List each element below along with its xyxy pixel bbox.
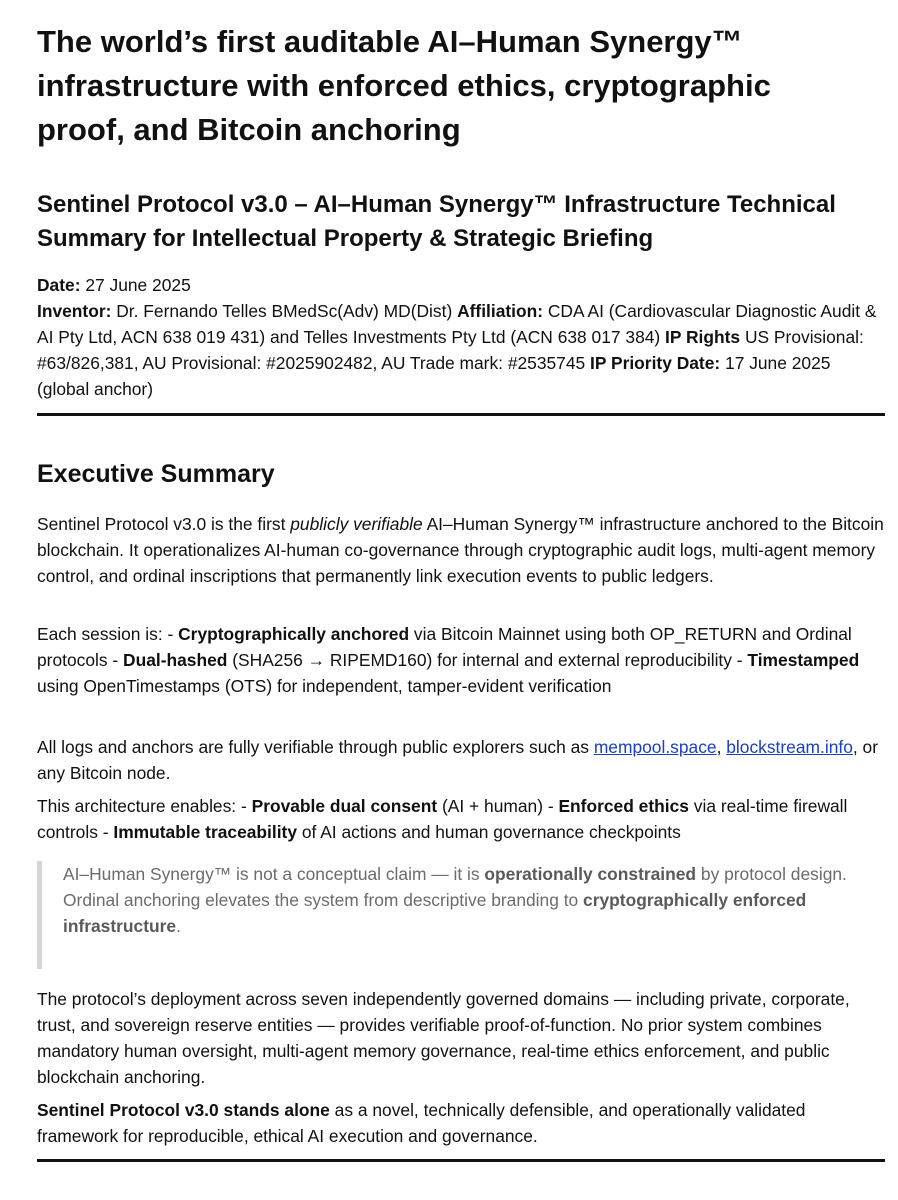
section-divider xyxy=(37,413,885,416)
text-span: of AI actions and human governance checkpoints xyxy=(297,822,681,842)
inventor-value: Dr. Fernando Telles BMedSc(Adv) MD(Dist) xyxy=(111,301,458,321)
bold-text: Timestamped xyxy=(747,650,860,670)
executive-summary-heading: Executive Summary xyxy=(37,460,275,488)
emphasis-text: publicly verifiable xyxy=(290,514,423,534)
blockstream-link[interactable]: blockstream.info xyxy=(726,737,853,757)
text-span: by protocol design. xyxy=(696,864,847,884)
text-span: using OpenTimestamps (OTS) for independent, tamper-evident verification xyxy=(37,676,612,696)
bold-text: Immutable traceability xyxy=(113,822,297,842)
section-divider xyxy=(37,1159,885,1162)
text-span: . xyxy=(176,916,181,936)
ip-rights-value: US Provisional: #63/826,381, AU Provisional: #2025902482, AU Trade mark: #2535745 xyxy=(37,327,864,373)
text-span: (AI + human) - xyxy=(437,796,559,816)
text-span: , or any Bitcoin node. xyxy=(37,737,879,783)
bold-text: Enforced ethics xyxy=(558,796,689,816)
ip-rights-label: IP Rights xyxy=(665,327,741,347)
text-span: AI–Human Synergy™ infrastructure anchored to the Bitcoin blockchain. It operationalizes AI-human co-governance through cryptographic audit logs, multi-agent memory control, and ordinal inscriptions that permanently link execution events to public ledgers. xyxy=(37,514,884,586)
text-span: All logs and anchors are fully verifiable through public explorers such as xyxy=(37,737,594,757)
ip-priority-label: IP Priority Date: xyxy=(590,353,721,373)
paragraph-session xyxy=(37,621,885,699)
text-span: , xyxy=(716,737,727,757)
ip-priority-value: 17 June 2025 (global anchor) xyxy=(37,353,831,399)
bold-text: cryptographically enforced infrastructure xyxy=(63,890,807,936)
paragraph-intro xyxy=(37,511,885,589)
text-span: Each session is: - xyxy=(37,624,179,644)
mempool-link[interactable]: mempool.space xyxy=(593,737,717,757)
text-span: This architecture enables: - xyxy=(37,796,252,816)
inventor-label: Inventor: xyxy=(37,301,112,321)
date-value: 27 June 2025 xyxy=(80,275,191,295)
text-span: via real-time firewall controls - xyxy=(37,796,848,842)
page-title: The world’s first auditable AI–Human Synergy™ infrastructure with enforced ethics, cryptographic proof, and Bitcoin anchoring xyxy=(37,24,771,147)
blockquote xyxy=(37,861,885,969)
bold-text: Sentinel Protocol v3.0 stands alone xyxy=(37,1100,330,1120)
text-span: Ordinal anchoring elevates the system from descriptive branding to xyxy=(63,890,584,910)
text-span: via Bitcoin Mainnet using both OP_RETURN and Ordinal protocols - xyxy=(37,624,852,670)
paragraph-verifiable xyxy=(37,734,885,786)
bold-text: Dual-hashed xyxy=(123,650,228,670)
bold-text: operationally constrained xyxy=(484,864,697,884)
date-label: Date: xyxy=(37,275,81,295)
document-metadata xyxy=(37,272,885,402)
document-subtitle: Sentinel Protocol v3.0 – AI–Human Synergy™ Infrastructure Technical Summary for Intellectual Property & Strategic Briefing xyxy=(37,191,836,252)
text-span: Sentinel Protocol v3.0 is the first xyxy=(37,514,291,534)
text-span: as a novel, technically defensible, and operationally validated framework for reproducible, ethical AI execution and governance. xyxy=(37,1100,806,1146)
affiliation-label: Affiliation: xyxy=(457,301,544,321)
paragraph-deployment: The protocol’s deployment across seven independently governed domains — including private, corporate, trust, and sovereign reserve entities — provides verifiable proof-of-function. No prior system combines mandatory human oversight, multi-agent memory governance, real-time ethics enforcement, and public blockchain anchoring. xyxy=(37,989,850,1087)
text-span: (SHA256 → RIPEMD160) for internal and external reproducibility - xyxy=(227,650,748,670)
bold-text: Provable dual consent xyxy=(251,796,438,816)
bold-text: Cryptographically anchored xyxy=(178,624,410,644)
affiliation-value: CDA AI (Cardiovascular Diagnostic Audit & AI Pty Ltd, ACN 638 019 431) and Telles Investments Pty Ltd (ACN 638 017 384) xyxy=(37,301,877,347)
paragraph-conclusion xyxy=(37,1097,885,1149)
text-span: AI–Human Synergy™ is not a conceptual claim — it is xyxy=(63,864,485,884)
paragraph-architecture xyxy=(37,793,885,845)
